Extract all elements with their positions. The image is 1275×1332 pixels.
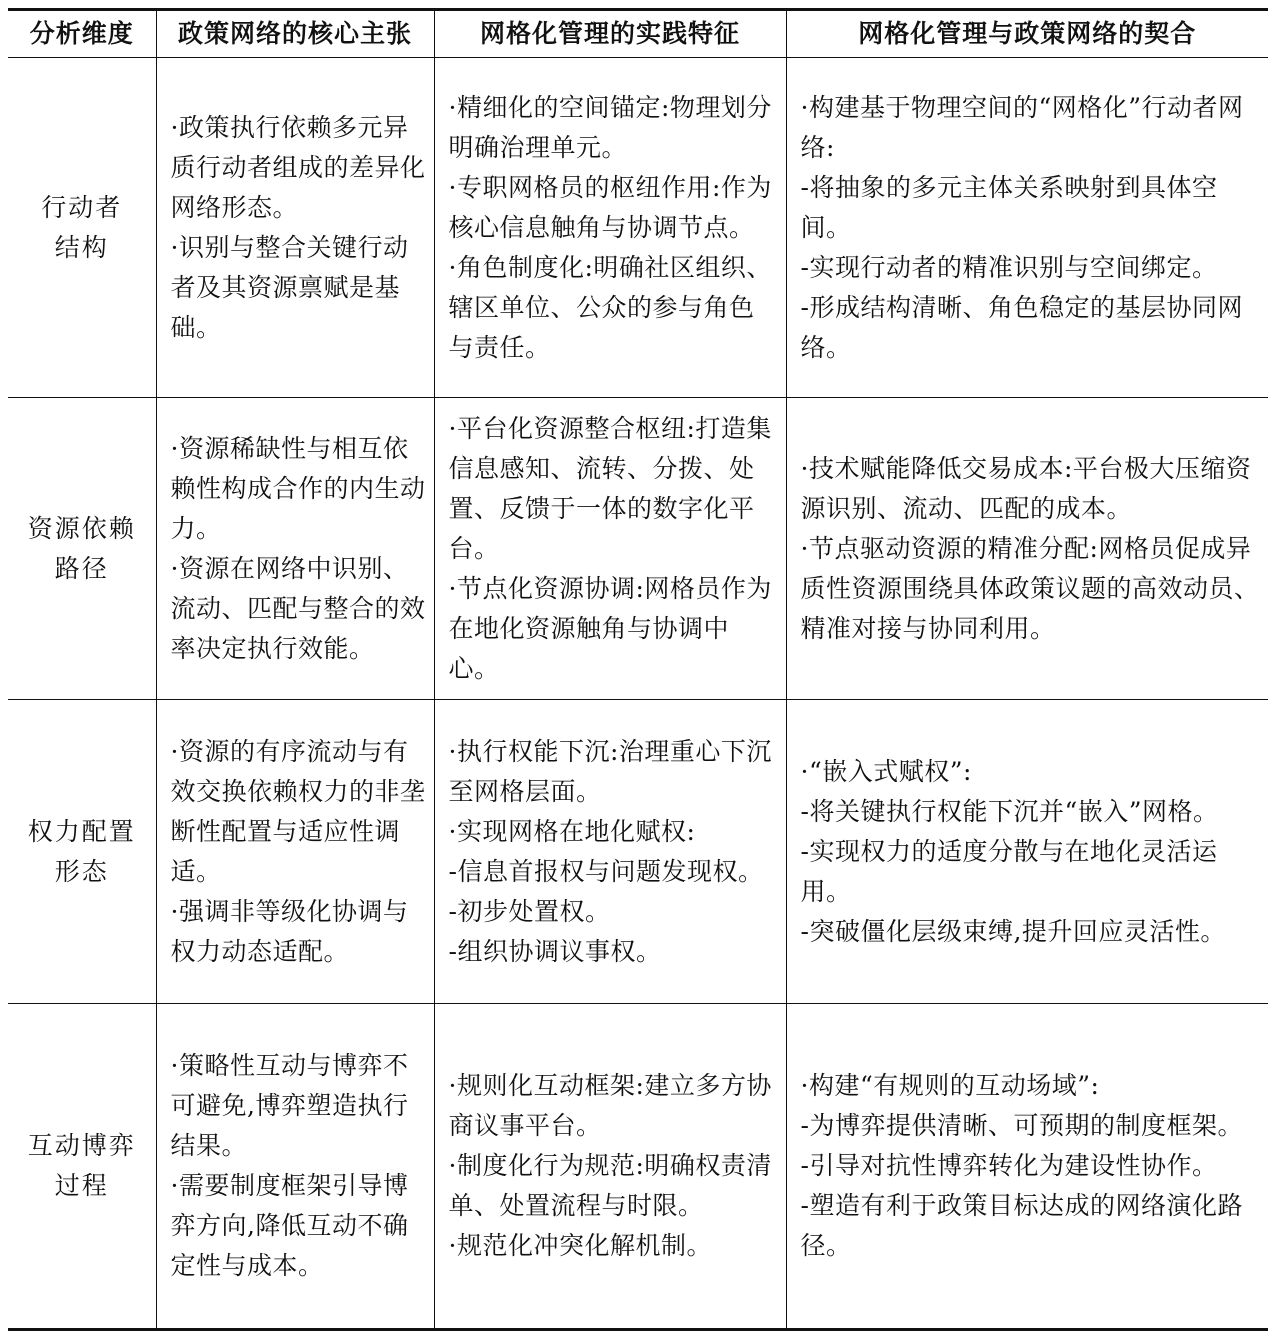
cell-line: ·角色制度化:明确社区组织、辖区单位、公众的参与角色与责任。 — [448, 252, 772, 362]
table-row — [8, 398, 1268, 700]
policy-network-cell — [156, 700, 434, 1004]
cell-line: ·识别与整合关键行动者及其资源禀赋是基础。 — [170, 232, 409, 342]
table-header-row — [8, 10, 1268, 58]
fit-cell — [786, 700, 1268, 1004]
grid-practice-cell — [434, 398, 786, 700]
cell-line: -信息首报权与问题发现权。 — [448, 856, 764, 886]
header-grid-practice: 网格化管理的实践特征 — [434, 10, 786, 58]
cell-line: -引导对抗性博弈转化为建设性协作。 — [800, 1151, 1218, 1180]
cell-line: ·精细化的空间锚定:物理划分明确治理单元。 — [448, 92, 772, 162]
cell-line: ·执行权能下沉:治理重心下沉至网格层面。 — [448, 736, 772, 806]
dimension-label: 互动博弈 — [27, 1131, 136, 1160]
fit-cell — [786, 1004, 1268, 1330]
header-policy-network: 政策网络的核心主张 — [156, 10, 434, 58]
header-dimension: 分析维度 — [8, 10, 156, 58]
cell-line: -组织协调议事权。 — [448, 936, 662, 966]
dimension-cell — [8, 58, 156, 398]
cell-line: ·资源稀缺性与相互依赖性构成合作的内生动力。 — [170, 433, 426, 543]
cell-line: ·资源在网络中识别、流动、匹配与整合的效率决定执行效能。 — [170, 553, 426, 663]
grid-practice-cell — [434, 700, 786, 1004]
cell-line: ·规则化互动框架:建立多方协商议事平台。 — [448, 1071, 772, 1140]
dimension-label: 行动者 — [41, 192, 123, 222]
cell-line: ·构建基于物理空间的“网格化”行动者网络: — [800, 92, 1244, 162]
grid-practice-cell — [434, 1004, 786, 1330]
cell-line: -将关键执行权能下沉并“嵌入”网格。 — [800, 796, 1219, 826]
dimension-cell — [8, 1004, 156, 1330]
policy-network-cell — [156, 58, 434, 398]
grid-practice-cell — [434, 58, 786, 398]
cell-line: ·专职网格员的枢纽作用:作为核心信息触角与协调节点。 — [448, 172, 772, 242]
dimension-label: 过程 — [54, 1171, 109, 1200]
cell-line: ·策略性互动与博弈不可避免,博弈塑造执行结果。 — [170, 1051, 409, 1160]
dimension-label: 权力配置 — [27, 816, 136, 846]
cell-line: -将抽象的多元主体关系映射到具体空间。 — [800, 172, 1218, 242]
cell-line: ·节点化资源协调:网格员作为在地化资源触角与协调中心。 — [448, 573, 772, 683]
comparison-table — [8, 8, 1268, 1331]
dimension-label: 结构 — [54, 232, 109, 262]
dimension-cell — [8, 398, 156, 700]
dimension-cell — [8, 700, 156, 1004]
table-row — [8, 58, 1268, 398]
cell-line: -为博弈提供清晰、可预期的制度框架。 — [800, 1111, 1243, 1140]
cell-line: -形成结构清晰、角色稳定的基层协同网络。 — [800, 292, 1243, 362]
cell-line: ·规范化冲突化解机制。 — [448, 1231, 712, 1260]
cell-line: -实现权力的适度分散与在地化灵活运用。 — [800, 836, 1218, 906]
cell-line: ·强调非等级化协调与权力动态适配。 — [170, 896, 409, 966]
cell-line: -实现行动者的精准识别与空间绑定。 — [800, 252, 1218, 282]
cell-line: ·资源的有序流动与有效交换依赖权力的非垄断性配置与适应性调适。 — [170, 736, 426, 886]
table-row — [8, 1004, 1268, 1330]
cell-line: ·制度化行为规范:明确权责清单、处置流程与时限。 — [448, 1151, 772, 1220]
policy-network-cell — [156, 398, 434, 700]
cell-line: ·政策执行依赖多元异质行动者组成的差异化网络形态。 — [170, 112, 426, 222]
cell-line: -突破僵化层级束缚,提升回应灵活性。 — [800, 916, 1226, 946]
policy-network-cell — [156, 1004, 434, 1330]
cell-line: ·需要制度框架引导博弈方向,降低互动不确定性与成本。 — [170, 1171, 409, 1280]
fit-cell — [786, 58, 1268, 398]
cell-line: -塑造有利于政策目标达成的网络演化路径。 — [800, 1191, 1243, 1260]
fit-cell — [786, 398, 1268, 700]
cell-line: ·技术赋能降低交易成本:平台极大压缩资源识别、流动、匹配的成本。 — [800, 453, 1252, 523]
dimension-label: 路径 — [54, 553, 109, 583]
dimension-label: 资源依赖 — [27, 513, 136, 543]
cell-line: ·“嵌入式赋权”: — [800, 756, 972, 786]
table-row — [8, 700, 1268, 1004]
dimension-label: 形态 — [54, 856, 109, 886]
cell-line: ·平台化资源整合枢纽:打造集信息感知、流转、分拨、处置、反馈于一体的数字化平台。 — [448, 413, 772, 563]
cell-line: ·节点驱动资源的精准分配:网格员促成异质性资源围绕具体政策议题的高效动员、精准对接与协同利用。 — [800, 533, 1260, 643]
cell-line: -初步处置权。 — [448, 896, 611, 926]
cell-line: ·构建“有规则的互动场域”: — [800, 1071, 1100, 1100]
cell-line: ·实现网格在地化赋权: — [448, 816, 696, 846]
header-fit: 网格化管理与政策网络的契合 — [786, 10, 1268, 58]
